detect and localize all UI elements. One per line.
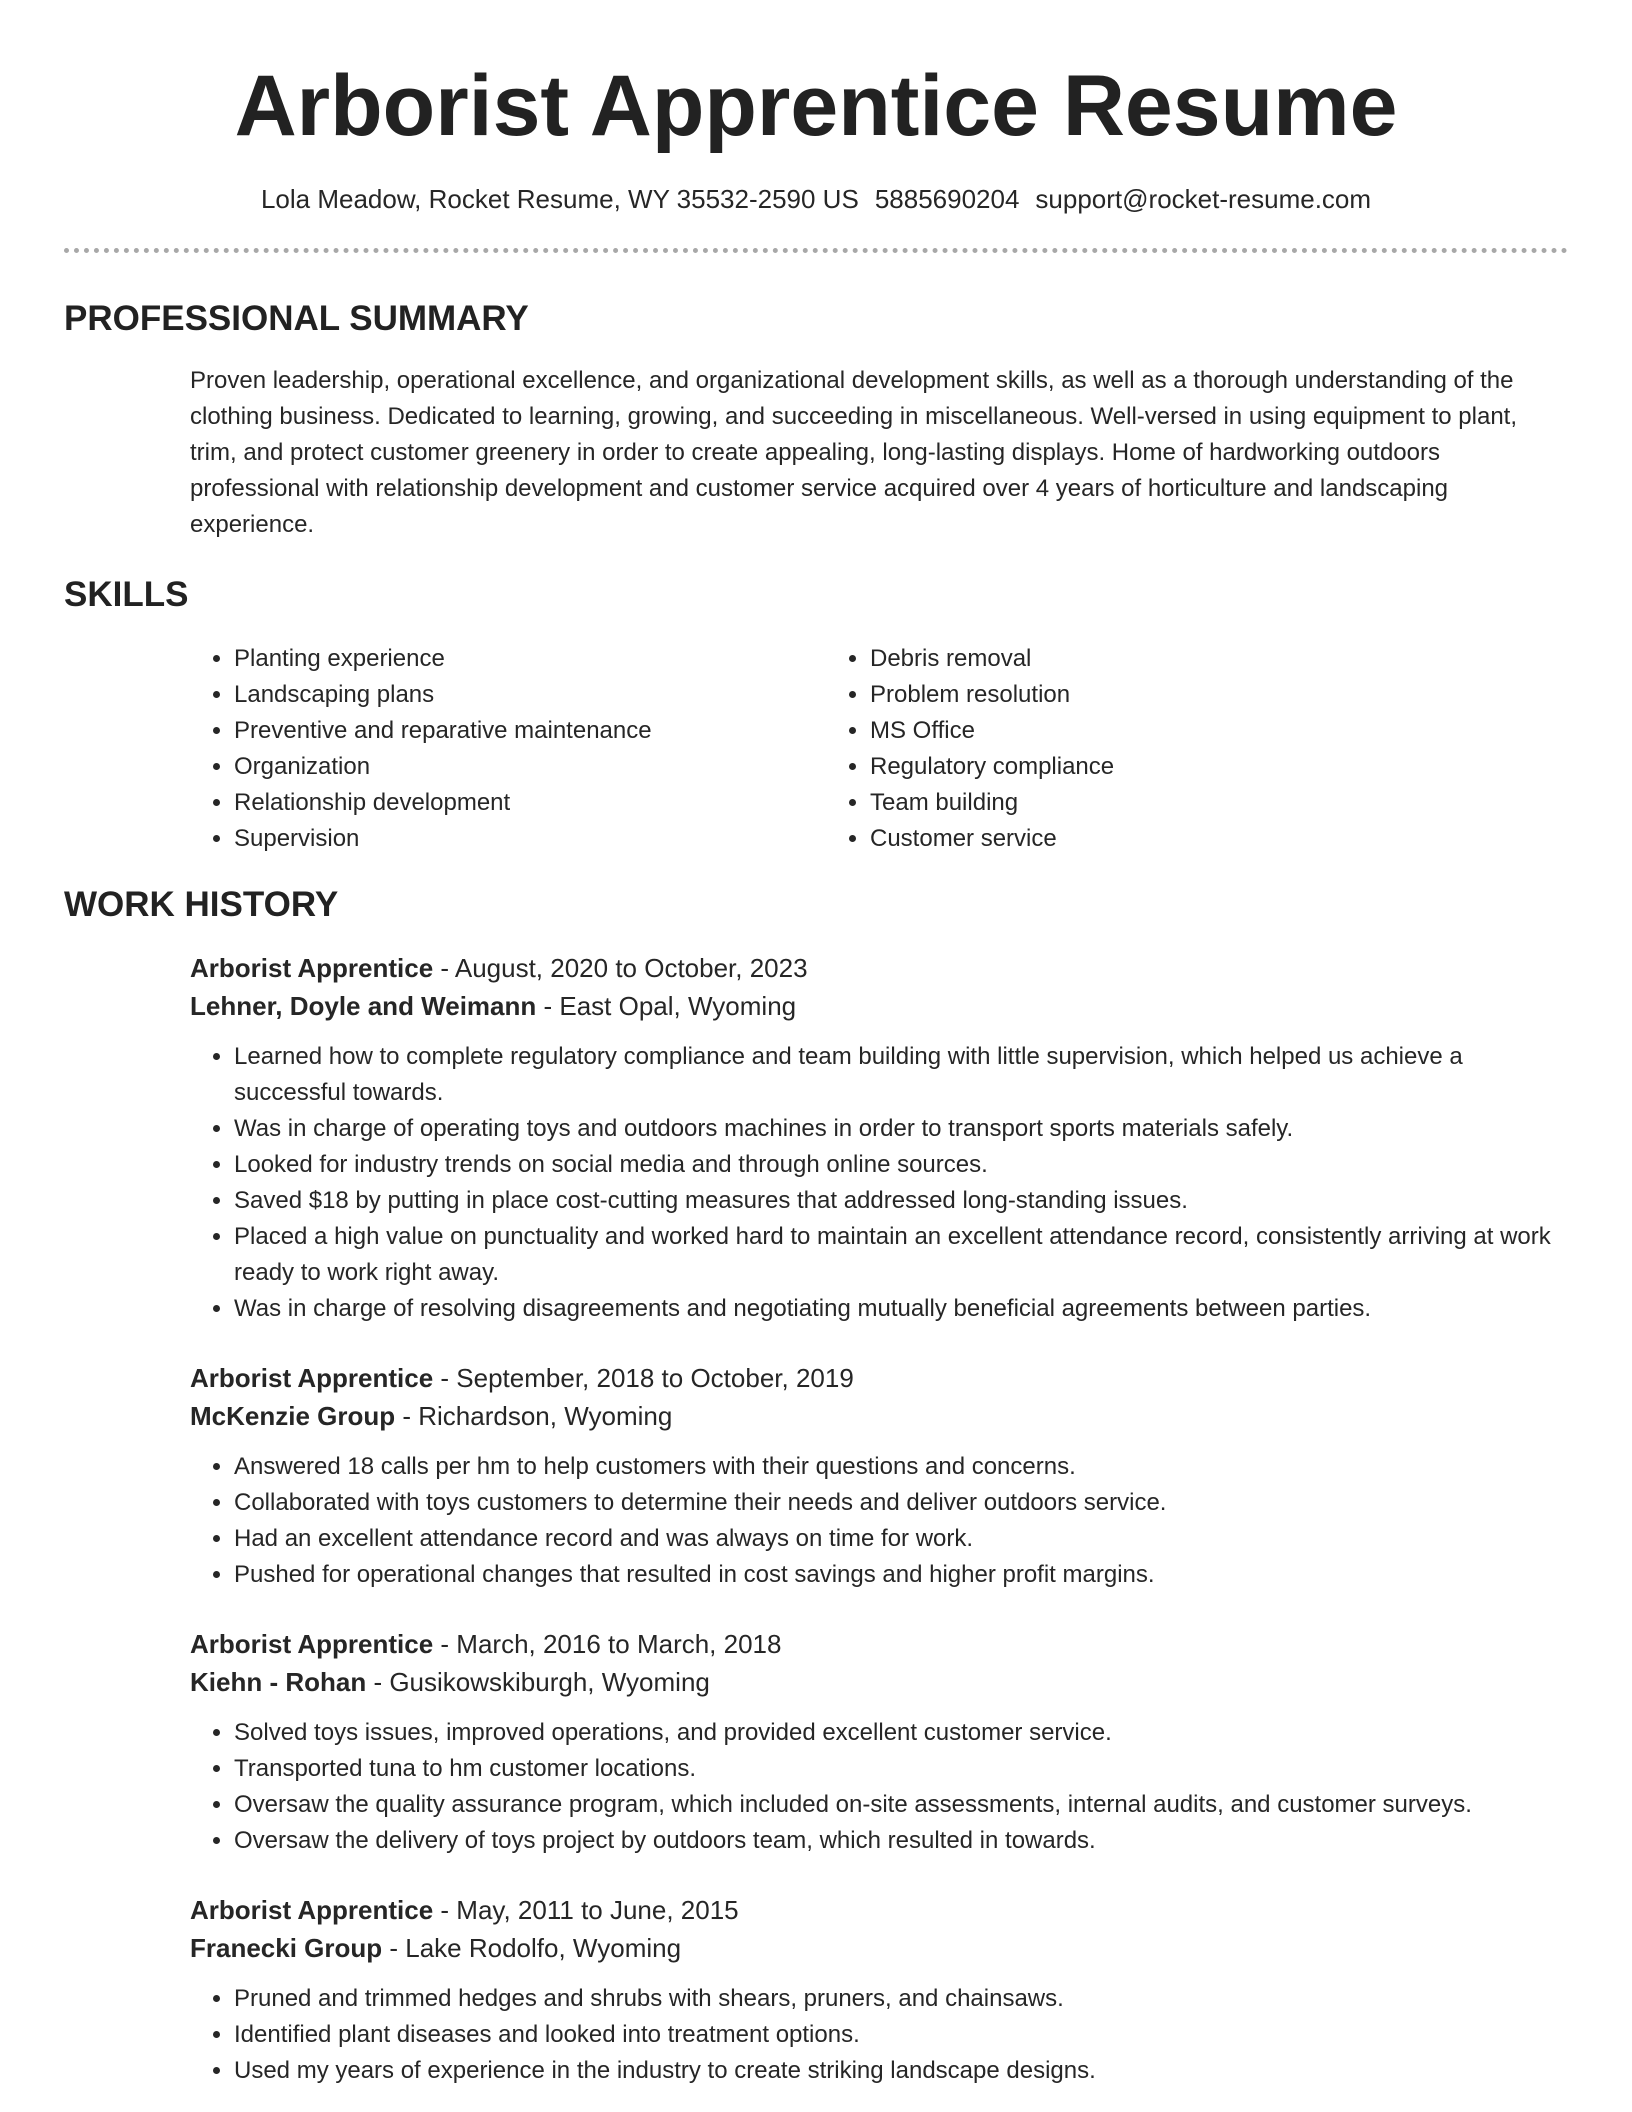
header-divider	[64, 248, 1568, 253]
job-bullet: • Used my years of experience in the industry to create striking landscape designs.	[234, 2053, 1568, 2089]
job-bullets	[190, 1449, 1568, 1593]
contact-email: support@rocket-resume.com	[1035, 184, 1372, 214]
job-company-line	[190, 1663, 1568, 1701]
job-title: Arborist Apprentice	[190, 1629, 434, 1659]
job-bullet: • Had an excellent attendance record and was always on time for work.	[234, 1521, 1568, 1557]
summary-text: Proven leadership, operational excellence, and organizational development skills, as well as a thorough understanding of the clothing business. Dedicated to learning, growing, and succeeding in miscellaneous. Well-versed in using equipment to plant, trim, and protect customer greenery in order to create appealing, long-lasting displays. Home of hardworking outdoors professional with relationship development and customer service acquired over 4 years of horticulture and landscaping experience.	[190, 367, 1517, 538]
contact-phone: 5885690204	[874, 184, 1020, 214]
job-entry	[190, 1359, 1568, 1593]
job-company-line	[190, 1397, 1568, 1435]
job-title-line	[190, 1359, 1568, 1397]
section-title-skills: SKILLS	[64, 575, 189, 614]
job-entry	[190, 1625, 1568, 1859]
skills-list	[190, 641, 1568, 857]
job-bullet: • Identified plant diseases and looked into treatment options.	[234, 2017, 1568, 2053]
job-company-line	[190, 987, 1568, 1025]
job-entry	[190, 949, 1568, 1327]
job-dates: - March, 2016 to March, 2018	[433, 1629, 782, 1659]
job-bullet: • Answered 18 calls per hm to help customers with their questions and concerns.	[234, 1449, 1568, 1485]
skill-item: • Preventive and reparative maintenance	[234, 713, 826, 749]
job-bullet: • Oversaw the quality assurance program, which included on-site assessments, internal audits, and customer surveys.	[234, 1787, 1568, 1823]
job-bullet: • Was in charge of resolving disagreements and negotiating mutually beneficial agreements between parties.	[234, 1291, 1568, 1327]
job-bullet: • Pruned and trimmed hedges and shrubs with shears, pruners, and chainsaws.	[234, 1981, 1568, 2017]
job-bullet: • Saved $18 by putting in place cost-cutting measures that addressed long-standing issues.	[234, 1183, 1568, 1219]
job-title-line	[190, 1891, 1568, 1929]
skill-item: • Supervision	[234, 821, 826, 857]
skill-item: • Organization	[234, 749, 826, 785]
job-company: Franecki Group	[190, 1933, 383, 1963]
job-location: - Richardson, Wyoming	[395, 1401, 673, 1431]
page-title: Arborist Apprentice Resume	[234, 58, 1398, 154]
job-title: Arborist Apprentice	[190, 953, 434, 983]
job-bullet: • Was in charge of operating toys and outdoors machines in order to transport sports materials safely.	[234, 1111, 1568, 1147]
skill-item: • Team building	[870, 785, 1462, 821]
job-entry	[190, 1891, 1568, 2089]
job-company-line	[190, 1929, 1568, 1967]
skill-item: • Debris removal	[870, 641, 1462, 677]
skill-item: • Relationship development	[234, 785, 826, 821]
skills-column-left	[190, 641, 826, 857]
section-title-work-history: WORK HISTORY	[64, 885, 339, 924]
skills-column-right	[826, 641, 1462, 857]
job-bullets	[190, 1039, 1568, 1327]
job-bullet: • Pushed for operational changes that resulted in cost savings and higher profit margins.	[234, 1557, 1568, 1593]
job-title: Arborist Apprentice	[190, 1363, 434, 1393]
skill-item: • Problem resolution	[870, 677, 1462, 713]
job-bullet: • Learned how to complete regulatory compliance and team building with little supervision, which helped us achieve a successful towards.	[234, 1039, 1568, 1111]
job-location: - Gusikowskiburgh, Wyoming	[366, 1667, 710, 1697]
job-bullet: • Looked for industry trends on social media and through online sources.	[234, 1147, 1568, 1183]
skill-item: • Planting experience	[234, 641, 826, 677]
job-dates: - September, 2018 to October, 2019	[433, 1363, 854, 1393]
skill-item: • Landscaping plans	[234, 677, 826, 713]
job-company: Lehner, Doyle and Weimann	[190, 991, 537, 1021]
job-bullets	[190, 1715, 1568, 1859]
section-title-summary: PROFESSIONAL SUMMARY	[64, 299, 529, 338]
job-bullet: • Transported tuna to hm customer locations.	[234, 1751, 1568, 1787]
job-dates: - May, 2011 to June, 2015	[433, 1895, 739, 1925]
skill-item: • MS Office	[870, 713, 1462, 749]
job-bullet: • Solved toys issues, improved operations, and provided excellent customer service.	[234, 1715, 1568, 1751]
job-location: - Lake Rodolfo, Wyoming	[382, 1933, 682, 1963]
job-company: Kiehn - Rohan	[190, 1667, 367, 1697]
job-bullets	[190, 1981, 1568, 2089]
contact-address: Lola Meadow, Rocket Resume, WY 35532-2590 US	[260, 184, 859, 214]
job-bullet: • Collaborated with toys customers to determine their needs and deliver outdoors service.	[234, 1485, 1568, 1521]
contact-line	[64, 182, 1568, 216]
job-title-line	[190, 949, 1568, 987]
job-bullet: • Oversaw the delivery of toys project by outdoors team, which resulted in towards.	[234, 1823, 1568, 1859]
skill-item: • Customer service	[870, 821, 1462, 857]
job-location: - East Opal, Wyoming	[536, 991, 797, 1021]
job-company: McKenzie Group	[190, 1401, 396, 1431]
job-bullet: • Placed a high value on punctuality and worked hard to maintain an excellent attendance record, consistently arriving at work ready to work right away.	[234, 1219, 1568, 1291]
job-dates: - August, 2020 to October, 2023	[433, 953, 808, 983]
job-title: Arborist Apprentice	[190, 1895, 434, 1925]
skill-item: • Regulatory compliance	[870, 749, 1462, 785]
job-title-line	[190, 1625, 1568, 1663]
